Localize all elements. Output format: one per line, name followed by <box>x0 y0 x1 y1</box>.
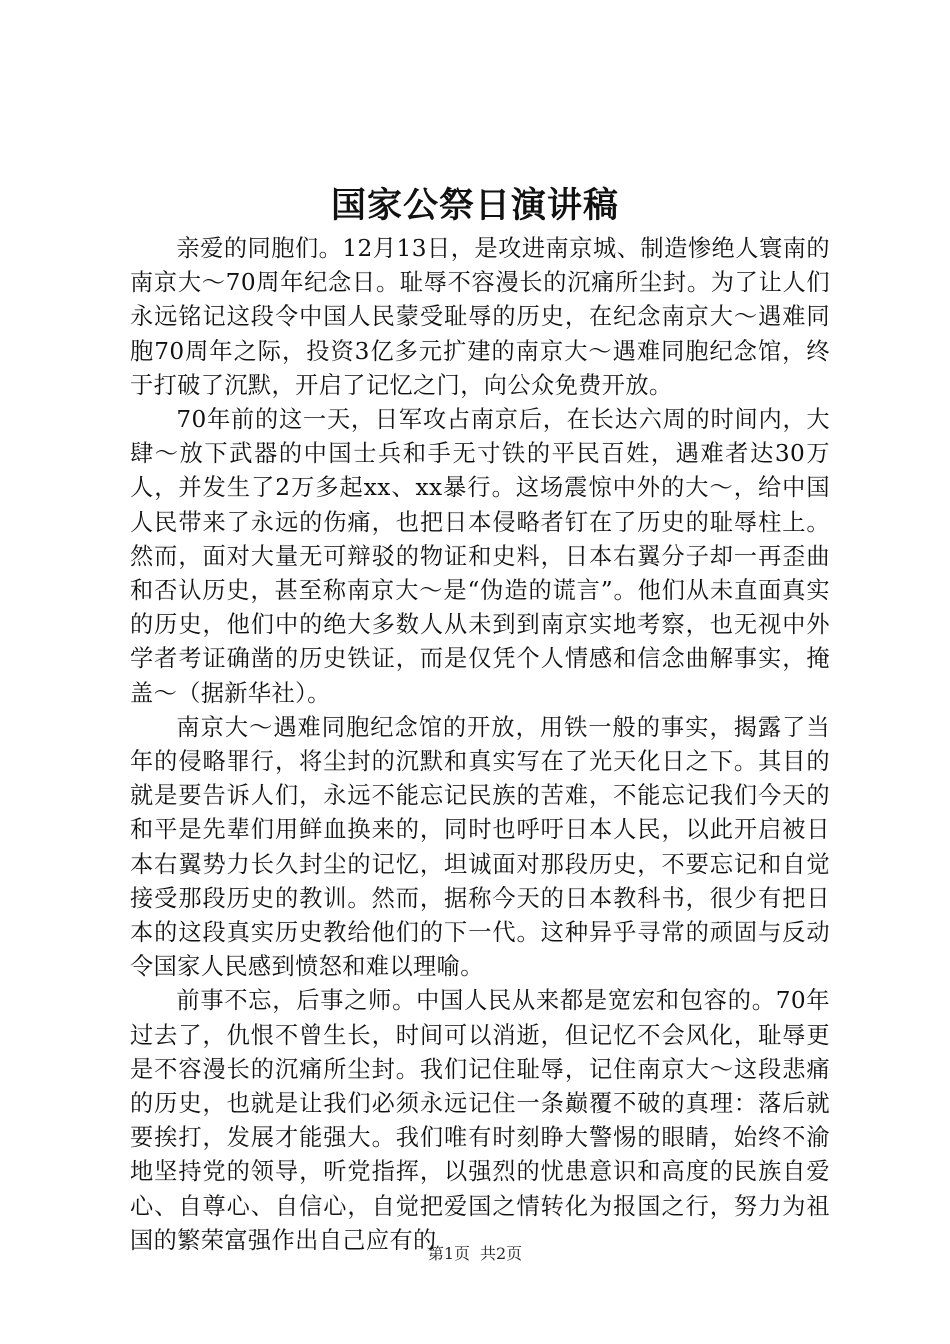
document-body <box>130 232 830 1258</box>
paragraph-1: 亲爱的同胞们。12月13日，是攻进南京城、制造惨绝人寰南的南京大～70周年纪念日。耻辱不容漫长的沉痛所尘封。为了让人们永远铭记这段令中国人民蒙受耻辱的历史，在纪念南京大～遇难同胞70周年之际，投资3亿多元扩建的南京大～遇难同胞纪念馆，终于打破了沉默，开启了记忆之门，向公众免费开放。 <box>130 235 830 399</box>
paragraph-3: 南京大～遇难同胞纪念馆的开放，用铁一般的事实，揭露了当年的侵略罪行，将尘封的沉默和真实写在了光天化日之下。其目的就是要告诉人们，永远不能忘记民族的苦难，不能忘记我们今天的和平是先辈们用鲜血换来的，同时也呼吁日本人民，以此开启被日本右翼势力长久封尘的记忆，坦诚面对那段历史，不要忘记和自觉接受那段历史的教训。然而，据称今天的日本教科书，很少有把日本的这段真实历史教给他们的下一代。这种异乎寻常的顽固与反动令国家人民感到愤怒和难以理喻。 <box>130 713 830 981</box>
page-total: 共2页 <box>480 1244 523 1263</box>
page-footer <box>0 1244 950 1264</box>
page-number: 第1页 <box>427 1244 470 1263</box>
paragraph-2: 70年前的这一天，日军攻占南京后，在长达六周的时间内，大肆～放下武器的中国士兵和手无寸铁的平民百姓，遇难者达30万人，并发生了2万多起xx、xx暴行。这场震惊中外的大～，给中国人民带来了永远的伤痛，也把日本侵略者钉在了历史的耻辱柱上。然而，面对大量无可辩驳的物证和史料，日本右翼分子却一再歪曲和否认历史，甚至称南京大～是“伪造的谎言”。他们从未直面真实的历史，他们中的绝大多数人从未到到南京实地考察，也无视中外学者考证确凿的历史铁证，而是仅凭个人情感和信念曲解事实，掩盖～（据新华社）。 <box>130 406 830 707</box>
document-title: 国家公祭日演讲稿 <box>330 185 619 226</box>
paragraph-4: 前事不忘，后事之师。中国人民从来都是宽宏和包容的。70年过去了，仇恨不曾生长，时间可以消逝，但记忆不会风化，耻辱更是不容漫长的沉痛所尘封。我们记住耻辱，记住南京大～这段悲痛的历史，也就是让我们必须永远记住一条巅覆不破的真理：落后就要挨打，发展才能强大。我们唯有时刻睁大警惕的眼睛，始终不渝地坚持党的领导，听党指挥，以强烈的忧患意识和高度的民族自爱心、自尊心、自信心，自觉把爱国之情转化为报国之行，努力为祖国的繁荣富强作出自己应有的 <box>130 987 830 1254</box>
